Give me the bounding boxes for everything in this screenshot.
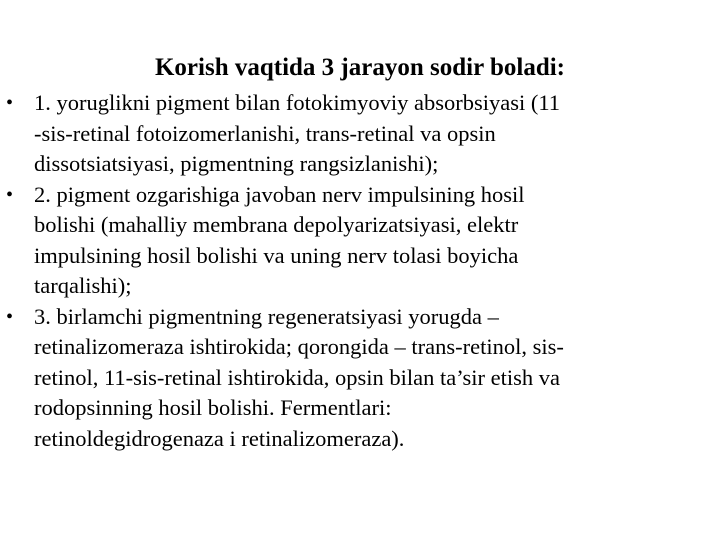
bullet-line: bolishi (mahalliy membrana depolyarizatsiyasi, elektr bbox=[34, 212, 519, 237]
slide-title: Korish vaqtida 3 jarayon sodir boladi: bbox=[154, 54, 566, 81]
bullet-item-3 bbox=[0, 302, 694, 455]
bullet-line: retinoldegidrogenaza i retinalizomeraza). bbox=[34, 425, 405, 451]
bullet-line: dissotsiatsiyasi, pigmentning rangsizlanishi); bbox=[34, 151, 439, 176]
bullet-item-2 bbox=[0, 180, 694, 302]
bullet-icon: • bbox=[6, 183, 14, 206]
bullet-list bbox=[0, 88, 720, 454]
bullet-line: 2. pigment ozgarishiga javoban nerv impulsining hosil bbox=[34, 181, 525, 207]
bullet-line: impulsining hosil bolishi va uning nerv tolasi boyicha bbox=[34, 242, 519, 268]
bullet-line: 1. yoruglikni pigment bilan fotokimyoviy absorbsiyasi (11 bbox=[34, 90, 560, 115]
bullet-item-1 bbox=[0, 88, 694, 180]
bullet-icon: • bbox=[6, 305, 14, 328]
bullet-line: -sis-retinal fotoizomerlanishi, trans-retinal va opsin bbox=[34, 120, 496, 146]
bullet-line: 3. birlamchi pigmentning regeneratsiyasi yorugda – bbox=[34, 303, 499, 329]
bullet-line: retinol, 11-sis-retinal ishtirokida, opsin bilan ta’sir etish va bbox=[34, 364, 560, 390]
bullet-line: rodopsinning hosil bolishi. Fermentlari: bbox=[34, 395, 392, 420]
bullet-icon: • bbox=[6, 92, 14, 114]
bullet-line: tarqalishi); bbox=[34, 273, 132, 298]
bullet-line: retinalizomeraza ishtirokida; qorongida – trans-retinol, sis- bbox=[34, 334, 564, 359]
